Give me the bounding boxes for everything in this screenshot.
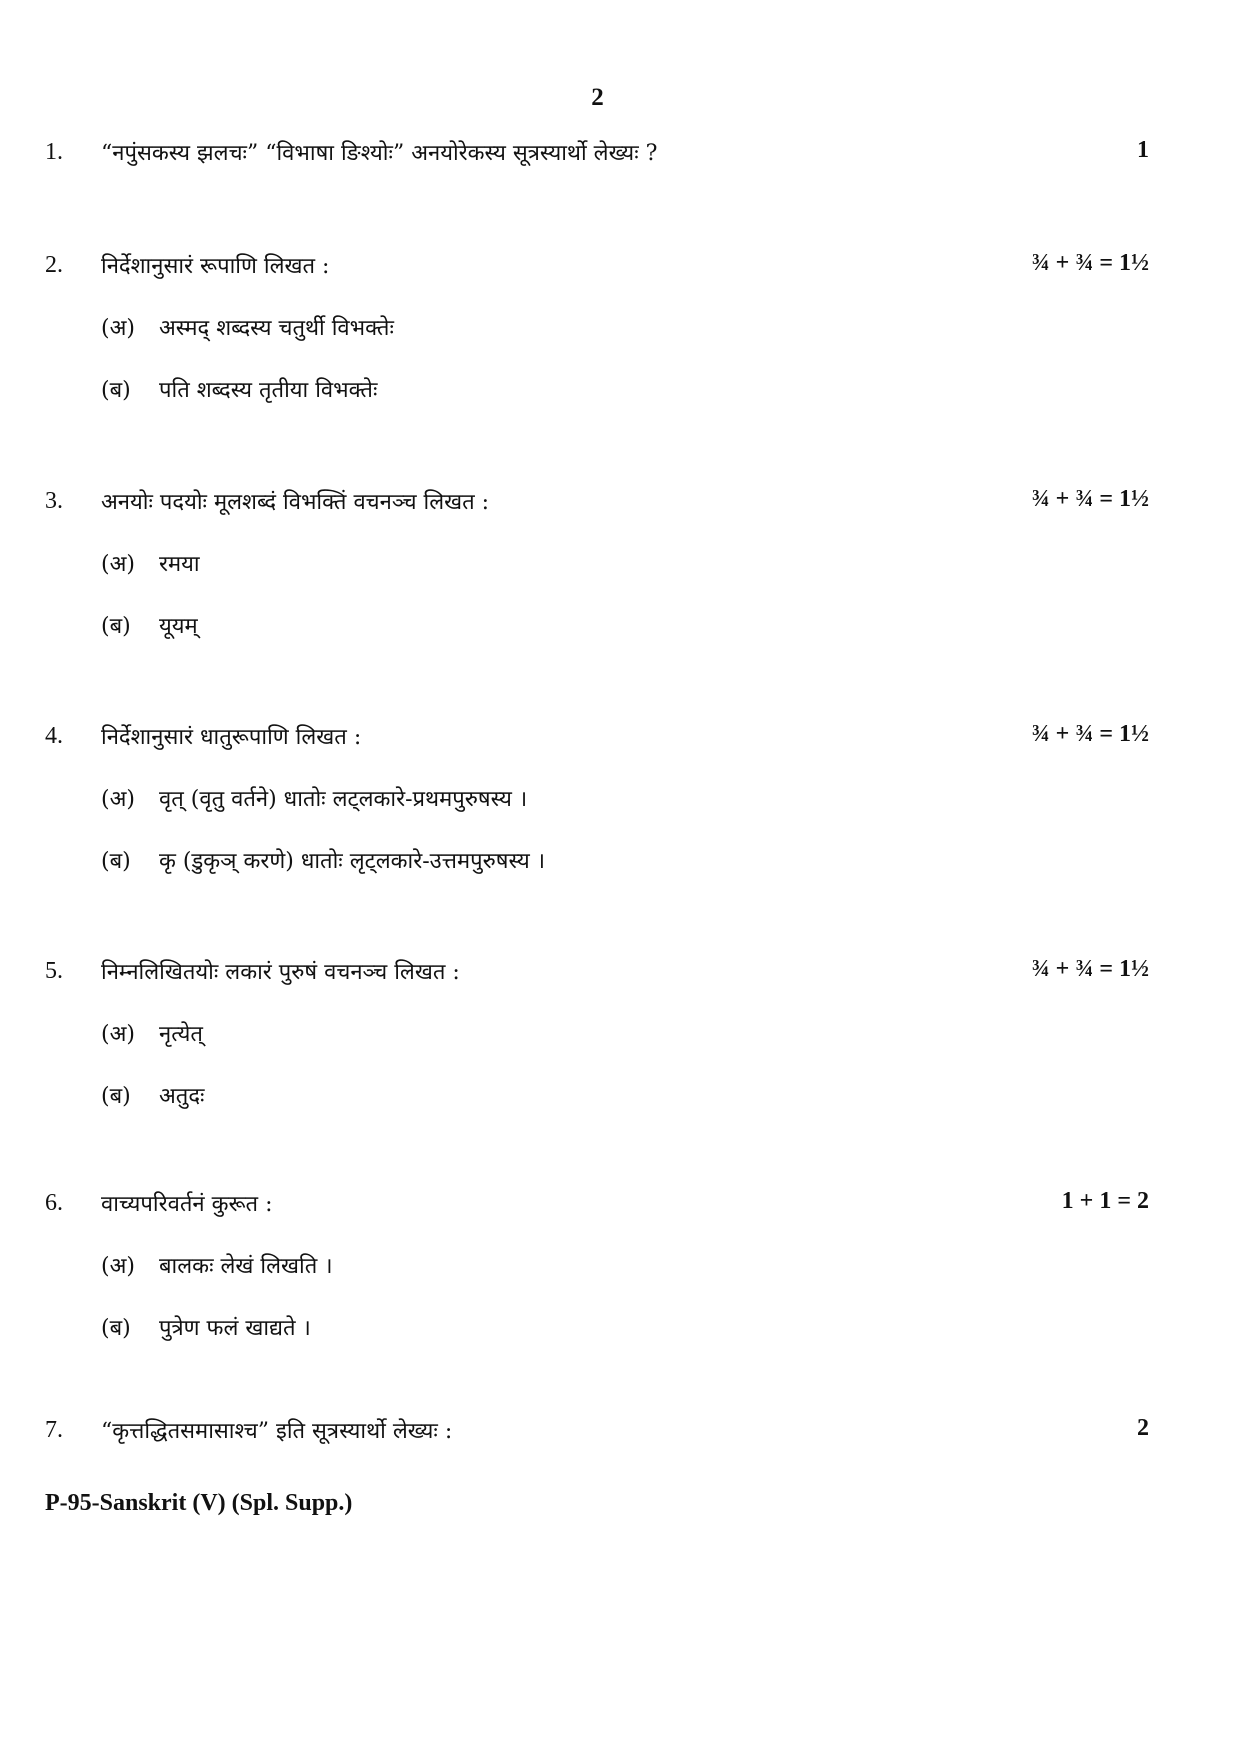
sub-question-label: (ब) bbox=[101, 614, 131, 639]
sub-question-text: कृ (डुकृञ् करणे) धातोः लृट्लकारे-उत्तमपुरुषस्य । bbox=[159, 849, 546, 874]
sub-question bbox=[0, 308, 1241, 348]
question-text: निम्नलिखितयोः लकारं पुरुषं वचनञ्च लिखत : bbox=[101, 960, 460, 985]
sub-question-label: (अ) bbox=[101, 316, 135, 341]
question-7 bbox=[0, 1411, 1241, 1451]
sub-question bbox=[0, 606, 1241, 646]
question-text: वाच्यपरिवर्तनं कुरूत : bbox=[101, 1192, 273, 1217]
sub-question bbox=[0, 779, 1241, 819]
sub-question bbox=[0, 841, 1241, 881]
sub-question-label: (अ) bbox=[101, 1254, 135, 1279]
sub-question-text: बालकः लेखं लिखति । bbox=[159, 1254, 333, 1279]
sub-question-label: (ब) bbox=[101, 378, 131, 403]
question-1 bbox=[0, 133, 1241, 173]
page-number: 2 bbox=[591, 84, 604, 111]
sub-question-label: (अ) bbox=[101, 787, 135, 812]
question-number: 1. bbox=[45, 139, 63, 165]
question-2 bbox=[0, 246, 1241, 410]
question-number: 3. bbox=[45, 488, 63, 514]
question-3 bbox=[0, 482, 1241, 646]
question-marks: ¾ + ¾ = 1½ bbox=[1031, 486, 1149, 512]
sub-question bbox=[0, 1076, 1241, 1116]
question-number: 2. bbox=[45, 252, 63, 278]
question-text: निर्देशानुसारं रूपाणि लिखत : bbox=[101, 254, 330, 279]
question-number: 6. bbox=[45, 1190, 63, 1216]
question-text: “नपुंसकस्य झलचः” “विभाषा ङिश्योः” अनयोरेकस्य सूत्रस्यार्थो लेख्यः ? bbox=[101, 141, 658, 166]
question-6 bbox=[0, 1184, 1241, 1348]
sub-question bbox=[0, 1014, 1241, 1054]
sub-question-text: पति शब्दस्य तृतीया विभक्तेः bbox=[159, 378, 378, 403]
sub-question-text: रमया bbox=[159, 552, 200, 577]
sub-question bbox=[0, 1308, 1241, 1348]
sub-question-label: (अ) bbox=[101, 552, 135, 577]
question-number: 4. bbox=[45, 723, 63, 749]
question-5 bbox=[0, 952, 1241, 1116]
sub-question-text: नृत्येत् bbox=[159, 1022, 203, 1047]
question-text: “कृत्तद्धितसमासाश्च” इति सूत्रस्यार्थो लेख्यः : bbox=[101, 1419, 453, 1444]
question-marks: ¾ + ¾ = 1½ bbox=[1031, 721, 1149, 747]
sub-question-text: वृत् (वृतु वर्तने) धातोः लट्लकारे-प्रथमपुरुषस्य । bbox=[159, 787, 528, 812]
sub-question bbox=[0, 370, 1241, 410]
question-marks: 1 bbox=[1137, 137, 1149, 163]
sub-question bbox=[0, 1246, 1241, 1286]
question-marks: ¾ + ¾ = 1½ bbox=[1031, 250, 1149, 276]
question-marks: 2 bbox=[1137, 1415, 1149, 1441]
question-number: 7. bbox=[45, 1417, 63, 1443]
question-text: निर्देशानुसारं धातुरूपाणि लिखत : bbox=[101, 725, 362, 750]
question-number: 5. bbox=[45, 958, 63, 984]
sub-question-label: (ब) bbox=[101, 1084, 131, 1109]
question-text: अनयोः पदयोः मूलशब्दं विभक्तिं वचनञ्च लिखत : bbox=[101, 490, 490, 515]
sub-question-text: अतुदः bbox=[159, 1084, 205, 1109]
sub-question-label: (अ) bbox=[101, 1022, 135, 1047]
paper-code-footer: P-95-Sanskrit (V) (Spl. Supp.) bbox=[45, 1490, 353, 1516]
sub-question-label: (ब) bbox=[101, 1316, 131, 1341]
sub-question-text: यूयम् bbox=[159, 614, 198, 639]
question-marks: ¾ + ¾ = 1½ bbox=[1031, 956, 1149, 982]
sub-question-label: (ब) bbox=[101, 849, 131, 874]
question-4 bbox=[0, 717, 1241, 881]
sub-question-text: पुत्रेण फलं खाद्यते । bbox=[159, 1316, 311, 1341]
sub-question bbox=[0, 544, 1241, 584]
sub-question-text: अस्मद् शब्दस्य चतुर्थी विभक्तेः bbox=[159, 316, 394, 341]
question-marks: 1 + 1 = 2 bbox=[1061, 1188, 1149, 1214]
